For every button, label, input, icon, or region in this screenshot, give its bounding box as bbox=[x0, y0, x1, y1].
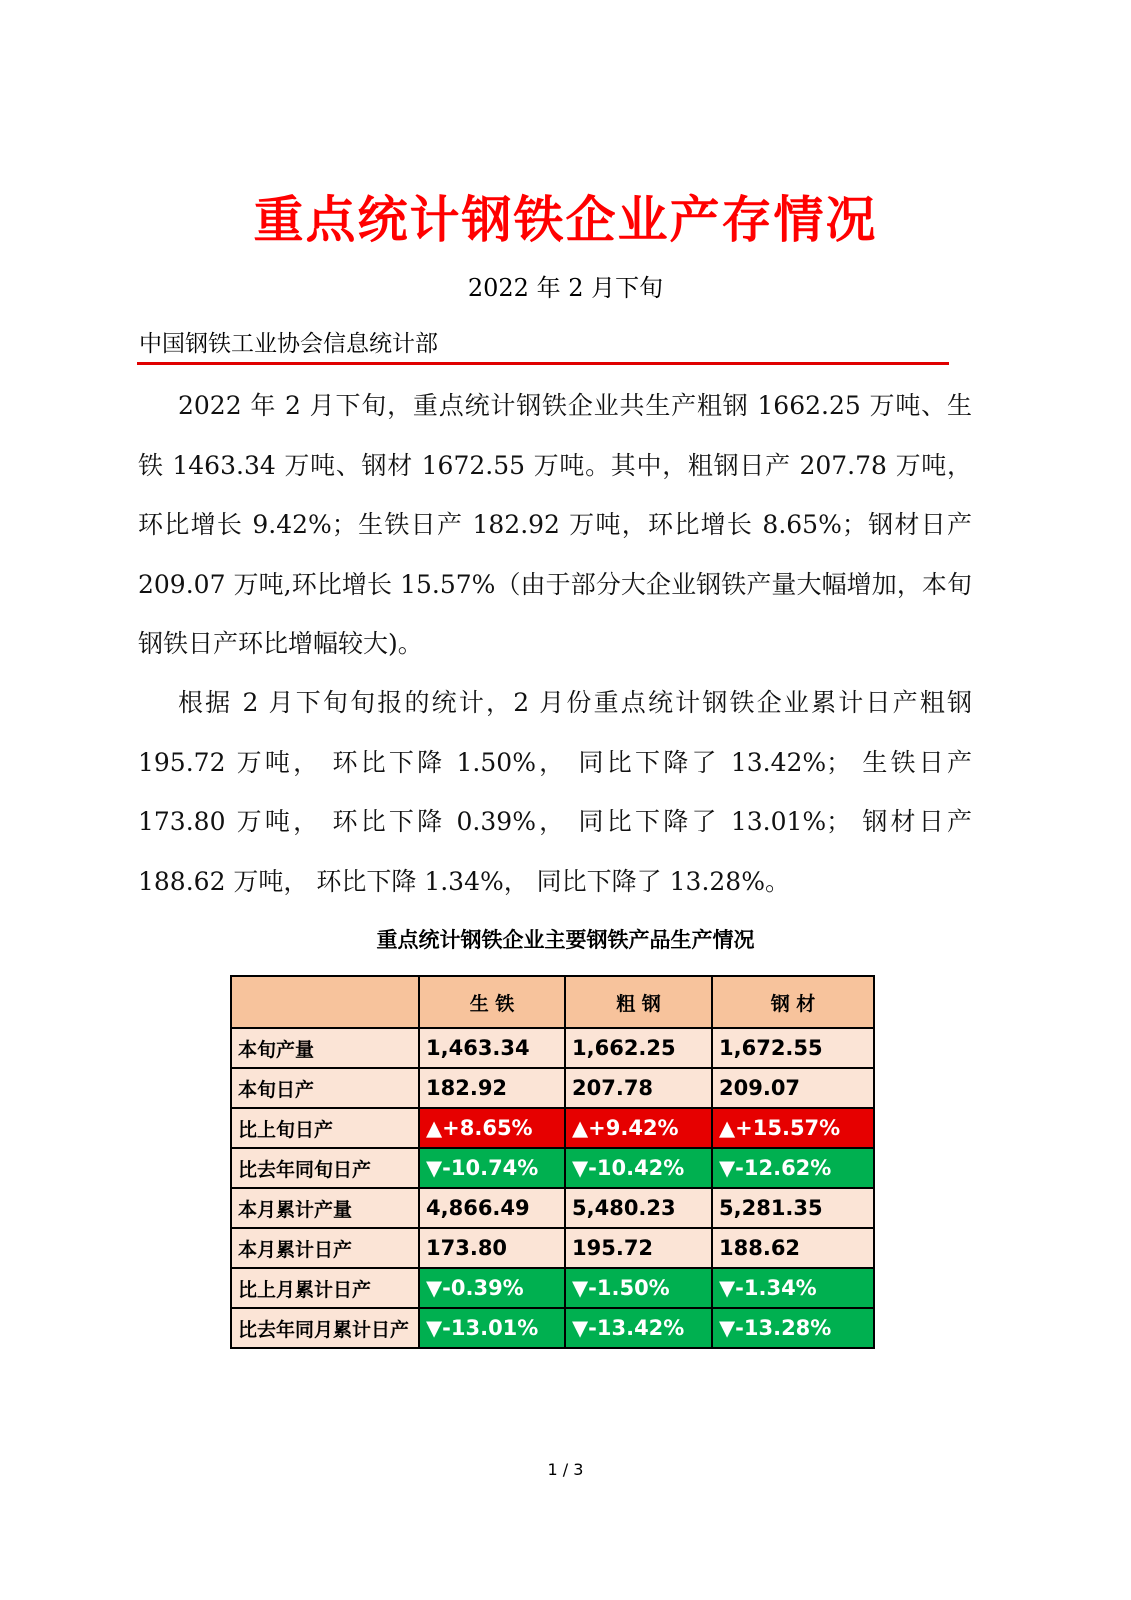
row-label: 比上旬日产 bbox=[231, 1108, 419, 1148]
table-cell: 5,281.35 bbox=[712, 1188, 874, 1228]
table-cell: 195.72 bbox=[565, 1228, 712, 1268]
table-cell: ▼-13.42% bbox=[565, 1308, 712, 1348]
table-cell: 173.80 bbox=[419, 1228, 565, 1268]
table-row bbox=[231, 1108, 874, 1148]
header-cell-crude-steel: 粗 钢 bbox=[565, 976, 712, 1028]
table-cell: ▼-13.28% bbox=[712, 1308, 874, 1348]
table-body bbox=[231, 1028, 874, 1348]
header-rule bbox=[137, 362, 949, 365]
production-table bbox=[230, 975, 875, 1349]
table-cell: ▼-1.50% bbox=[565, 1268, 712, 1308]
table-row bbox=[231, 1148, 874, 1188]
table-cell: ▲+9.42% bbox=[565, 1108, 712, 1148]
row-label: 本旬日产 bbox=[231, 1068, 419, 1108]
table-cell: ▼-10.42% bbox=[565, 1148, 712, 1188]
header-cell-steel-products: 钢 材 bbox=[712, 976, 874, 1028]
table-header-row bbox=[231, 976, 874, 1028]
document-date: 2022 年 2 月下旬 bbox=[467, 274, 664, 302]
table-row bbox=[231, 1228, 874, 1268]
table-cell: ▲+8.65% bbox=[419, 1108, 565, 1148]
table-row bbox=[231, 1028, 874, 1068]
table-cell: 1,662.25 bbox=[565, 1028, 712, 1068]
table-row bbox=[231, 1068, 874, 1108]
table-row bbox=[231, 1308, 874, 1348]
summary-paragraph-1: 2022 年 2 月下旬，重点统计钢铁企业共生产粗钢 1662.25 万吨、生铁 1463.34 万吨、钢材 1672.55 万吨。其中，粗钢日产 207.78 万吨，环比增长 9.42%；生铁日产 182.92 万吨，环比增长 8.65%；钢材日产 209.07 万吨,环比增长 15.57%（由于部分大企业钢铁产量大幅增加，本旬钢铁日产环比增幅较大)。 bbox=[138, 391, 972, 658]
row-label: 本月累计产量 bbox=[231, 1188, 419, 1228]
table-cell: 182.92 bbox=[419, 1068, 565, 1108]
table-cell: 1,672.55 bbox=[712, 1028, 874, 1068]
table-cell: 207.78 bbox=[565, 1068, 712, 1108]
table-cell: 4,866.49 bbox=[419, 1188, 565, 1228]
table-cell: ▼-13.01% bbox=[419, 1308, 565, 1348]
row-label: 本旬产量 bbox=[231, 1028, 419, 1068]
table-caption: 重点统计钢铁企业主要钢铁产品生产情况 bbox=[376, 928, 755, 952]
table-cell: 188.62 bbox=[712, 1228, 874, 1268]
table-row bbox=[231, 1268, 874, 1308]
department-name: 中国钢铁工业协会信息统计部 bbox=[139, 331, 438, 357]
table-cell: ▼-10.74% bbox=[419, 1148, 565, 1188]
row-label: 本月累计日产 bbox=[231, 1228, 419, 1268]
table-cell: ▼-0.39% bbox=[419, 1268, 565, 1308]
table-cell: ▼-1.34% bbox=[712, 1268, 874, 1308]
document-title: 重点统计钢铁企业产存情况 bbox=[253, 191, 878, 249]
header-cell-pig-iron: 生 铁 bbox=[419, 976, 565, 1028]
table-cell: 5,480.23 bbox=[565, 1188, 712, 1228]
summary-paragraph-2: 根据 2 月下旬旬报的统计，2 月份重点统计钢铁企业累计日产粗钢 195.72 万吨， 环比下降 1.50%， 同比下降了 13.42%； 生铁日产 173.80 万吨， 环比下降 0.39%， 同比下降了 13.01%； 钢材日产 188.62 万吨， 环比下降 1.34%， 同比下降了 13.28%。 bbox=[138, 688, 972, 896]
table-cell: 1,463.34 bbox=[419, 1028, 565, 1068]
table-cell: 209.07 bbox=[712, 1068, 874, 1108]
row-label: 比去年同旬日产 bbox=[231, 1148, 419, 1188]
page-number: 1 / 3 bbox=[547, 1460, 584, 1479]
header-cell-empty bbox=[231, 976, 419, 1028]
row-label: 比去年同月累计日产 bbox=[231, 1308, 419, 1348]
table-cell: ▼-12.62% bbox=[712, 1148, 874, 1188]
row-label: 比上月累计日产 bbox=[231, 1268, 419, 1308]
table-cell: ▲+15.57% bbox=[712, 1108, 874, 1148]
table-row bbox=[231, 1188, 874, 1228]
